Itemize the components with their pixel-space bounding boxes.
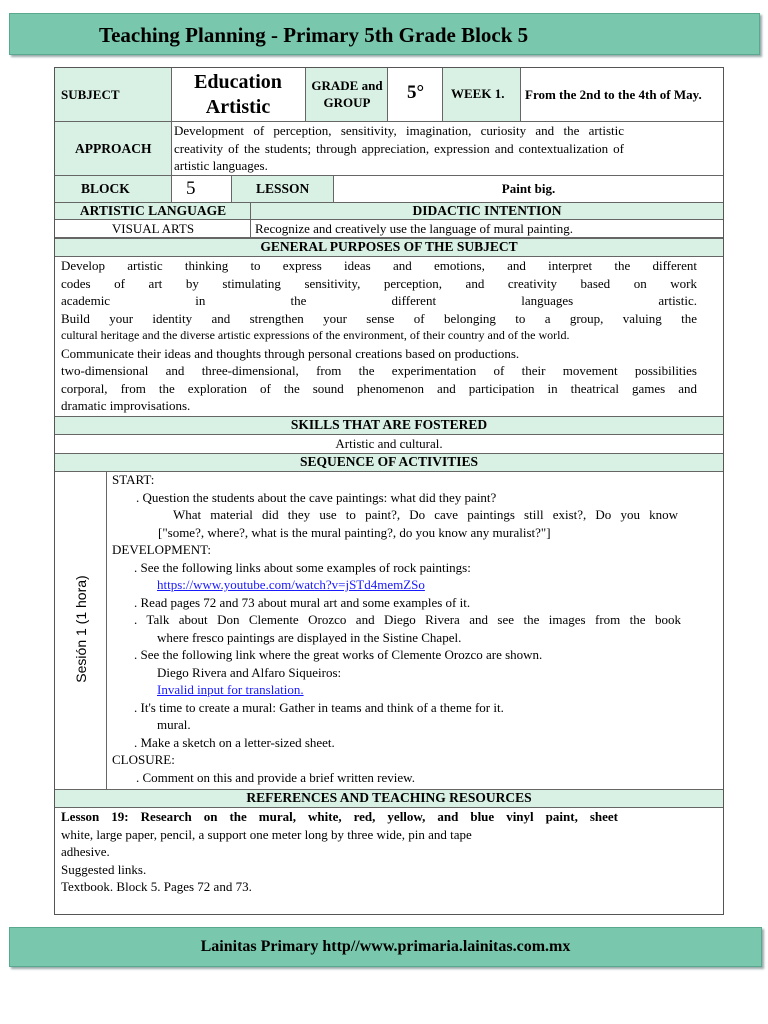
artistic-language-label: ARTISTIC LANGUAGE (79, 203, 227, 218)
week-value-cell (521, 68, 723, 122)
approach-label-cell (55, 122, 172, 176)
purpose-line: corporal, from the exploration of the sound phenomenon and participation in theatrical games and (61, 380, 697, 396)
purpose-line: dramatic improvisations. (61, 398, 191, 413)
references-line-2: white, large paper, pencil, a support one meter long by three wide, pin and tape (61, 826, 472, 842)
page-title: Teaching Planning - Primary 5th Grade Block 5 (99, 23, 529, 47)
sequence-content (107, 471, 723, 789)
sequence-label: SEQUENCE OF ACTIVITIES (299, 454, 479, 469)
didactic-intention-value-cell (251, 220, 723, 238)
start-question-1: . Question the students about the cave paintings: what did they paint? (136, 489, 497, 505)
week-label-cell (443, 68, 521, 122)
development-item-3a: . Talk about Don Clemente Orozco and Diego Rivera and see the images from the book (134, 612, 681, 627)
references-line-4: Suggested links. (61, 861, 147, 877)
lesson-value-cell (334, 176, 723, 203)
references-line-1: Lesson 19: Research on the mural, white, red, yellow, and blue vinyl paint, sheet (61, 809, 618, 824)
subject-value-cell (172, 68, 306, 122)
references-line-5: Textbook. Block 5. Pages 72 and 73. (61, 879, 252, 894)
didactic-intention-label: DIDACTIC INTENTION (412, 203, 562, 218)
subject-value: Education Artistic (194, 71, 282, 118)
skills-value: Artistic and cultural. (335, 436, 443, 451)
lesson-label: LESSON (256, 181, 310, 196)
sequence-header (55, 453, 723, 472)
development-heading: DEVELOPMENT: (112, 542, 212, 557)
week-label: WEEK 1. (451, 86, 505, 101)
footer-banner (9, 927, 762, 967)
session-label: Sesión 1 (1 hora) (73, 575, 89, 683)
didactic-intention-value: Recognize and creatively use the language of mural painting. (255, 221, 574, 236)
purpose-line: academic in the different languages artistic. (61, 293, 697, 308)
page-title-banner (9, 13, 760, 55)
closure-item-1: . Comment on this and provide a brief written review. (136, 769, 415, 785)
references-label: REFERENCES AND TEACHING RESOURCES (246, 790, 532, 805)
development-item-1: . See the following links about some examples of rock paintings: (134, 559, 471, 575)
footer-text: Lainitas Primary http//www.primaria.lainitas.com.mx (200, 938, 571, 955)
subject-label-cell (55, 68, 172, 122)
start-heading: START: (112, 472, 155, 487)
development-item-3b: where fresco paintings are displayed in the Sistine Chapel. (157, 629, 462, 645)
approach-text-cell (172, 122, 723, 176)
rock-paintings-link[interactable]: https://www.youtube.com/watch?v=jSTd4memZSo (157, 577, 425, 592)
grade-value-cell (388, 68, 443, 122)
start-question-2b: ["some?, where?, what is the mural painting?, do you know any muralist?"] (158, 524, 551, 540)
approach-label: APPROACH (75, 141, 152, 156)
references-line-3: adhesive. (61, 844, 110, 859)
grade-value: 5° (406, 82, 425, 103)
general-purposes-header (55, 238, 723, 257)
development-item-5b: mural. (157, 717, 191, 732)
grade-label-cell (306, 68, 388, 122)
development-item-5a: . It's time to create a mural: Gather in teams and think of a theme for it. (134, 699, 504, 715)
subject-label: SUBJECT (61, 87, 120, 102)
block-label-cell (55, 176, 172, 203)
closure-heading: CLOSURE: (112, 752, 175, 767)
session-cell (55, 471, 107, 789)
development-item-6: . Make a sketch on a letter-sized sheet. (134, 734, 335, 750)
skills-header (55, 416, 723, 435)
purpose-line: codes of art by stimulating sensitivity, perception, and creativity based on work (61, 275, 697, 291)
lesson-value: Paint big. (501, 181, 556, 196)
development-item-4a: . See the following link where the great works of Clemente Orozco are shown. (134, 647, 543, 662)
orozco-works-link[interactable]: Invalid input for translation. (157, 682, 304, 697)
grade-label: GRADE and GROUP (311, 78, 383, 110)
general-purposes-label: GENERAL PURPOSES OF THE SUBJECT (260, 239, 518, 254)
week-value: From the 2nd to the 4th of May. (525, 87, 702, 102)
artistic-language-value-cell (55, 220, 251, 238)
block-label: BLOCK (81, 181, 130, 196)
artistic-language-value: VISUAL ARTS (111, 221, 195, 236)
purpose-line: two-dimensional and three-dimensional, from the experimentation of their movement possibilities (61, 363, 697, 378)
artistic-language-label-cell (55, 203, 251, 220)
planning-sheet (54, 67, 724, 915)
development-item-4b: Diego Rivera and Alfaro Siqueiros: (157, 664, 342, 680)
purpose-line: Communicate their ideas and thoughts through personal creations based on productions. (61, 345, 520, 361)
purpose-line: Build your identity and strengthen your sense of belonging to a group, valuing the (61, 310, 697, 326)
block-value: 5 (186, 178, 196, 199)
lesson-label-cell (232, 176, 334, 203)
didactic-intention-label-cell (251, 203, 723, 220)
development-item-2: . Read pages 72 and 73 about mural art and some examples of it. (134, 594, 471, 610)
references-header (55, 789, 723, 808)
purpose-line: Develop artistic thinking to express ideas and emotions, and interpret the different (61, 258, 697, 273)
start-question-2a: What material did they use to paint?, Do cave paintings still exist?, Do you know (173, 507, 678, 522)
block-value-cell (172, 176, 232, 203)
skills-label: SKILLS THAT ARE FOSTERED (290, 417, 488, 432)
approach-text: Development of perception, sensitivity, imagination, curiosity and the artistic creativity of the students; through appreciation, expression and contextualization of artistic languages. (174, 123, 624, 173)
purpose-line: cultural heritage and the diverse artistic expressions of the environment, of their country and of the world. (61, 328, 570, 342)
